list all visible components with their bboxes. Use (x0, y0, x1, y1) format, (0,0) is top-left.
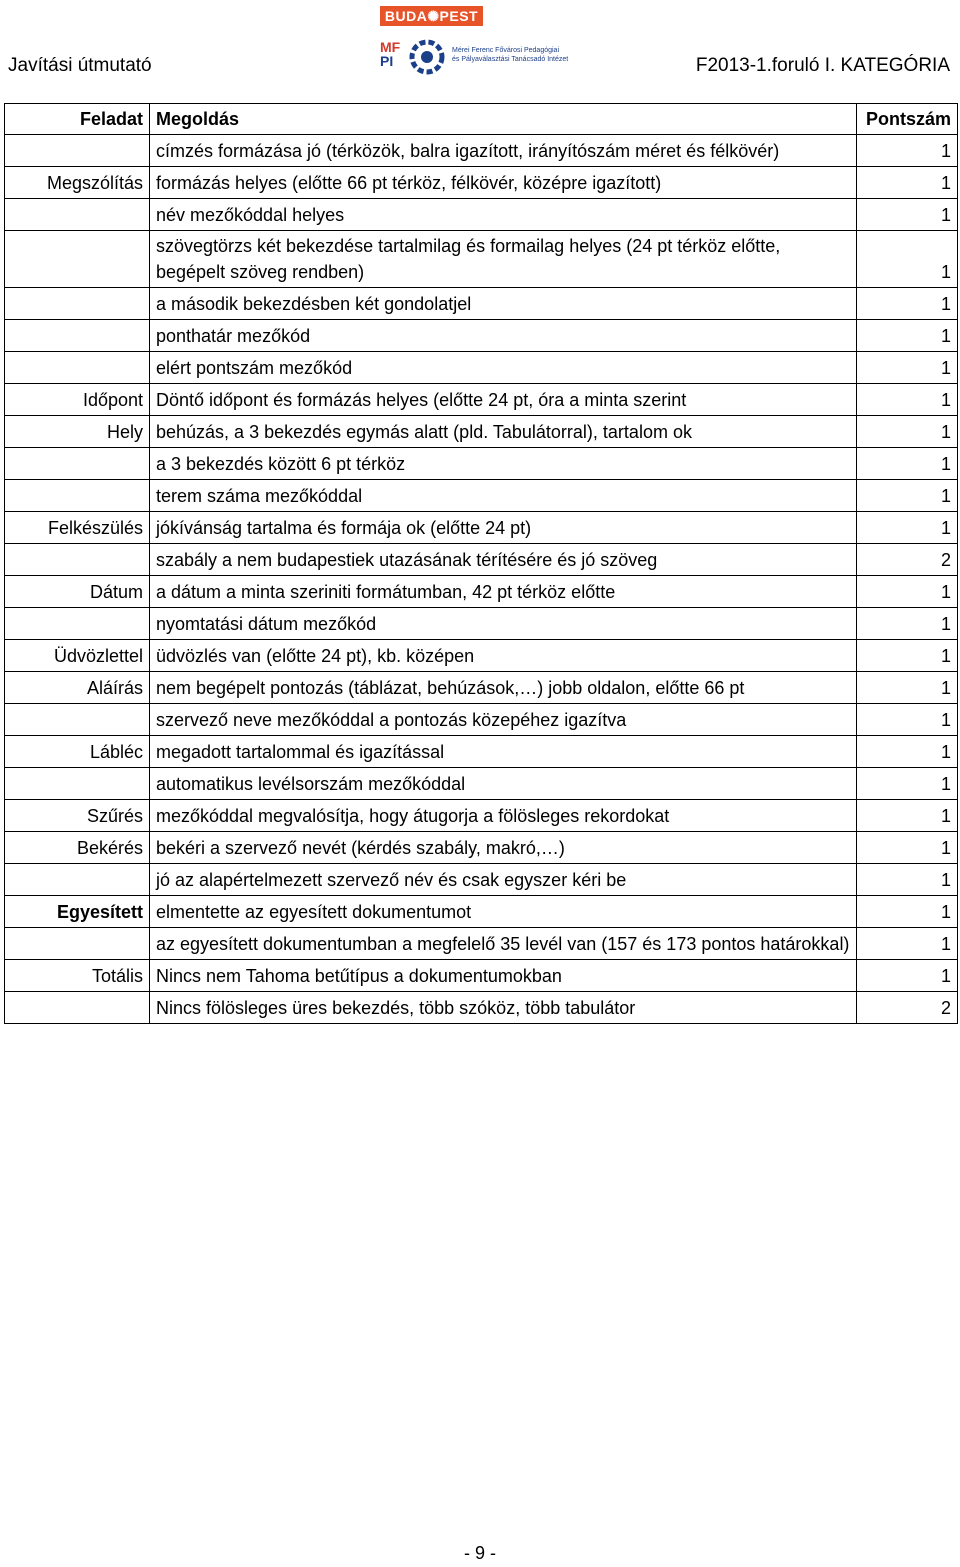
table-row (5, 448, 958, 480)
institute-name (452, 46, 582, 64)
solution-cell: nem begépelt pontozás (táblázat, behúzások,…) jobb oldalon, előtte 66 pt (150, 672, 857, 704)
solution-cell: jókívánság tartalma és formája ok (előtte 24 pt) (150, 512, 857, 544)
task-cell: Dátum (5, 576, 150, 608)
points-cell: 1 (857, 231, 958, 288)
points-cell: 1 (857, 288, 958, 320)
solution-cell: automatikus levélsorszám mezőkóddal (150, 768, 857, 800)
task-cell: Hely (5, 416, 150, 448)
points-cell: 1 (857, 736, 958, 768)
solution-cell: Nincs fölösleges üres bekezdés, több szóköz, több tabulátor (150, 992, 857, 1024)
task-cell (5, 448, 150, 480)
solution-cell: formázás helyes (előtte 66 pt térköz, félkövér, középre igazított) (150, 167, 857, 199)
points-cell: 1 (857, 608, 958, 640)
mfpi-letters-bottom: PI (380, 53, 394, 69)
task-cell: Totális (5, 960, 150, 992)
budapest-logo: BUDA✺PEST (380, 6, 483, 26)
table-row (5, 672, 958, 704)
solution-cell: jó az alapértelmezett szervező név és csak egyszer kéri be (150, 864, 857, 896)
mfpi-letters (380, 40, 400, 68)
table-row (5, 167, 958, 199)
table-row (5, 736, 958, 768)
task-cell: Időpont (5, 384, 150, 416)
table-row (5, 576, 958, 608)
task-cell: Megszólítás (5, 167, 150, 199)
points-cell: 1 (857, 448, 958, 480)
task-cell (5, 992, 150, 1024)
task-cell (5, 199, 150, 231)
points-cell: 1 (857, 576, 958, 608)
task-cell: Felkészülés (5, 512, 150, 544)
solution-cell: a 3 bekezdés között 6 pt térköz (150, 448, 857, 480)
task-cell (5, 352, 150, 384)
task-cell: Lábléc (5, 736, 150, 768)
points-cell: 1 (857, 352, 958, 384)
points-cell: 1 (857, 135, 958, 167)
table-row (5, 960, 958, 992)
points-cell: 1 (857, 864, 958, 896)
table-row (5, 928, 958, 960)
points-cell: 1 (857, 480, 958, 512)
solution-cell: név mezőkóddal helyes (150, 199, 857, 231)
table-row (5, 288, 958, 320)
scoring-table (4, 103, 958, 1024)
solution-cell: szövegtörzs két bekezdése tartalmilag és formailag helyes (24 pt térköz előtte, begépelt szöveg rendben) (150, 231, 857, 288)
task-cell (5, 135, 150, 167)
institute-name-line1: Mérei Ferenc Fővárosi Pedagógiai (452, 47, 559, 54)
header-left-title: Javítási útmutató (8, 55, 152, 76)
table-row (5, 352, 958, 384)
solution-cell: megadott tartalommal és igazítással (150, 736, 857, 768)
task-cell (5, 864, 150, 896)
solution-cell: a dátum a minta szeriniti formátumban, 42 pt térköz előtte (150, 576, 857, 608)
points-cell: 1 (857, 512, 958, 544)
points-cell: 1 (857, 960, 958, 992)
table-row (5, 416, 958, 448)
table-row (5, 896, 958, 928)
solution-cell: elért pontszám mezőkód (150, 352, 857, 384)
table-row (5, 384, 958, 416)
institute-name-line2: és Pályaválasztási Tanácsadó Intézet (452, 56, 569, 63)
solution-cell: ponthatár mezőkód (150, 320, 857, 352)
task-cell (5, 231, 150, 288)
points-cell: 1 (857, 320, 958, 352)
solution-cell: elmentette az egyesített dokumentumot (150, 896, 857, 928)
logo (380, 6, 580, 76)
points-cell: 1 (857, 640, 958, 672)
table-row (5, 832, 958, 864)
points-cell: 1 (857, 167, 958, 199)
page-number: - 9 - (463, 1543, 496, 1563)
solution-cell: behúzás, a 3 bekezdés egymás alatt (pld. Tabulátorral), tartalom ok (150, 416, 857, 448)
table-row (5, 320, 958, 352)
task-cell (5, 544, 150, 576)
table-header-row (5, 104, 958, 135)
task-cell (5, 704, 150, 736)
solution-cell: Nincs nem Tahoma betűtípus a dokumentumokban (150, 960, 857, 992)
points-cell: 2 (857, 992, 958, 1024)
solution-cell: üdvözlés van (előtte 24 pt), kb. középen (150, 640, 857, 672)
task-cell (5, 288, 150, 320)
table-row (5, 864, 958, 896)
table-body (5, 135, 958, 1024)
points-cell: 2 (857, 544, 958, 576)
task-cell (5, 608, 150, 640)
table-row (5, 768, 958, 800)
table-row (5, 199, 958, 231)
points-cell: 1 (857, 896, 958, 928)
solution-cell: bekéri a szervező nevét (kérdés szabály, makró,…) (150, 832, 857, 864)
points-cell: 1 (857, 800, 958, 832)
solution-cell: szervező neve mezőkóddal a pontozás közepéhez igazítva (150, 704, 857, 736)
points-cell: 1 (857, 768, 958, 800)
solution-cell: nyomtatási dátum mezőkód (150, 608, 857, 640)
solution-cell: szabály a nem budapestiek utazásának térítésére és jó szöveg (150, 544, 857, 576)
table-row (5, 608, 958, 640)
table-row (5, 640, 958, 672)
mfpi-logo (380, 38, 450, 74)
points-cell: 1 (857, 928, 958, 960)
page-header (0, 0, 960, 90)
table-row (5, 135, 958, 167)
table-row (5, 704, 958, 736)
points-cell: 1 (857, 672, 958, 704)
mfpi-circle-icon (408, 38, 446, 76)
solution-cell: az egyesített dokumentumban a megfelelő 35 levél van (157 és 173 pontos határokkal) (150, 928, 857, 960)
points-cell: 1 (857, 832, 958, 864)
table-row (5, 231, 958, 288)
points-cell: 1 (857, 704, 958, 736)
points-cell: 1 (857, 199, 958, 231)
table-row (5, 480, 958, 512)
task-cell (5, 928, 150, 960)
task-cell: Egyesített (5, 896, 150, 928)
table-row (5, 800, 958, 832)
solution-cell: mezőkóddal megvalósítja, hogy átugorja a fölösleges rekordokat (150, 800, 857, 832)
header-task: Feladat (5, 104, 150, 135)
mfpi-letters-top: MF (380, 39, 401, 55)
header-right-title: F2013-1.foruló I. KATEGÓRIA (695, 55, 950, 76)
task-cell: Szűrés (5, 800, 150, 832)
solution-cell: terem száma mezőkóddal (150, 480, 857, 512)
task-cell (5, 480, 150, 512)
solution-cell: a második bekezdésben két gondolatjel (150, 288, 857, 320)
task-cell: Bekérés (5, 832, 150, 864)
table-row (5, 992, 958, 1024)
table-row (5, 512, 958, 544)
points-cell: 1 (857, 384, 958, 416)
task-cell: Üdvözlettel (5, 640, 150, 672)
solution-cell: címzés formázása jó (térközök, balra igazított, irányítószám méret és félkövér) (150, 135, 857, 167)
task-cell (5, 320, 150, 352)
points-cell: 1 (857, 416, 958, 448)
table-row (5, 544, 958, 576)
solution-cell: Döntő időpont és formázás helyes (előtte 24 pt, óra a minta szerint (150, 384, 857, 416)
header-solution: Megoldás (150, 104, 857, 135)
header-points: Pontszám (857, 104, 958, 135)
task-cell: Aláírás (5, 672, 150, 704)
task-cell (5, 768, 150, 800)
